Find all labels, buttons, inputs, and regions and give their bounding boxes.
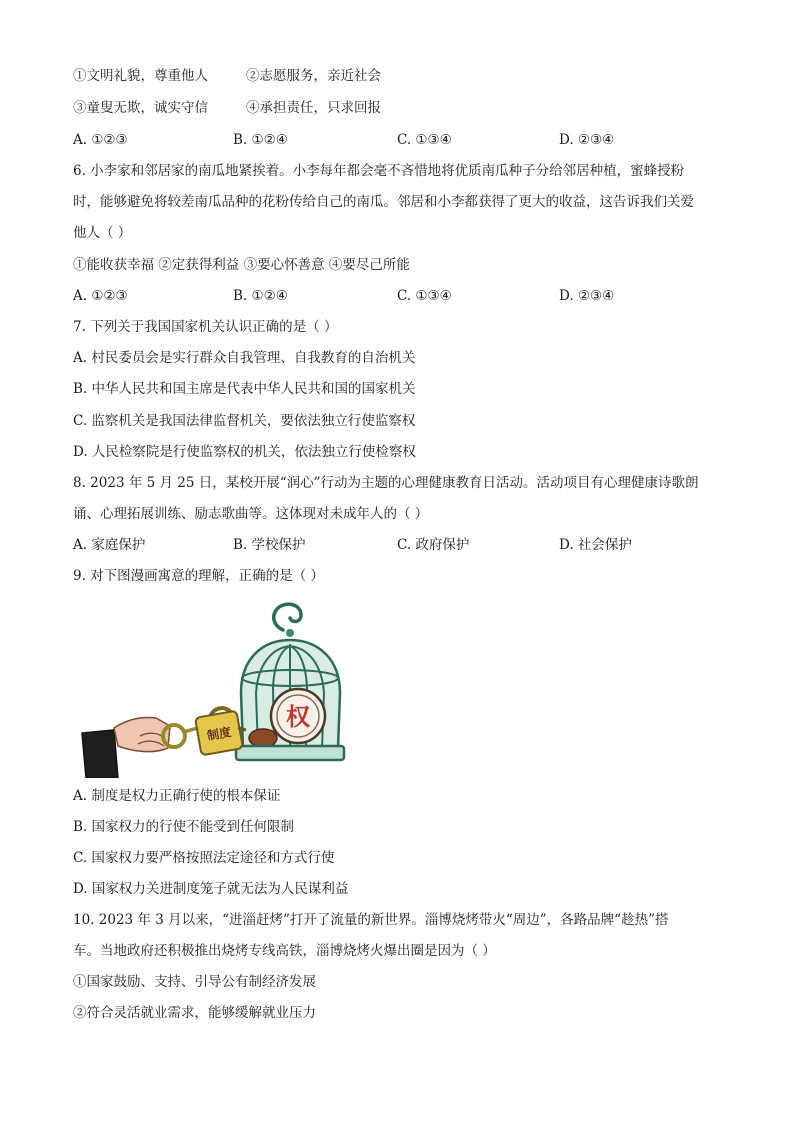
cartoon-inside-text: 权 xyxy=(286,702,310,731)
q8-stem-line-1: 8. 2023 年 5 月 25 日，某校开展“润心”行动为主题的心理健康教育日活动。活动项目有心理健康诗歌朗 xyxy=(73,475,699,491)
q8-choice-b: B. 学校保护 xyxy=(233,537,306,553)
q8-choice-c: C. 政府保护 xyxy=(397,537,470,553)
q9-choice-b: B. 国家权力的行使不能受到任何限制 xyxy=(73,819,295,835)
q10-stem-line-1: 10. 2023 年 3 月以来，“进淄赶烤”打开了流量的新世界。淄博烧烤带火“周边”，各路品牌“趁热”搭 xyxy=(73,912,669,928)
q5-choice-a: A. ①②③ xyxy=(73,132,128,148)
q9-stem: 9. 对下图漫画寓意的理解，正确的是（ ） xyxy=(73,568,324,584)
q5-item-1: ①文明礼貌，尊重他人 xyxy=(73,68,208,84)
q5-choice-c: C. ①③④ xyxy=(397,132,452,148)
q10-item-2: ②符合灵活就业需求，能够缓解就业压力 xyxy=(73,1005,316,1021)
q10-stem-line-2: 车。当地政府还积极推出烧烤专线高铁，淄博烧烤火爆出圈是因为（ ） xyxy=(73,943,496,959)
q9-choice-c: C. 国家权力要严格按照法定途径和方式行使 xyxy=(73,850,335,866)
q9-choice-d: D. 国家权力关进制度笼子就无法为人民谋利益 xyxy=(73,881,349,897)
q5-item-2: ②志愿服务，亲近社会 xyxy=(246,68,381,84)
q6-stem-line-1: 6. 小李家和邻居家的南瓜地紧挨着。小李每年都会毫不吝惜地将优质南瓜种子分给邻居种植，蜜蜂授粉 xyxy=(73,163,685,179)
q7-choice-b: B. 中华人民共和国主席是代表中华人民共和国的国家机关 xyxy=(73,381,416,397)
q6-choice-c: C. ①③④ xyxy=(397,288,452,304)
q5-item-3: ③童叟无欺，诚实守信 xyxy=(73,100,208,116)
q6-stem-line-2: 时，能够避免将较差南瓜品种的花粉传给自己的南瓜。邻居和小李都获得了更大的收益，这告诉我们关爱 xyxy=(73,194,694,210)
q6-choice-a: A. ①②③ xyxy=(73,288,128,304)
q5-choice-b: B. ①②④ xyxy=(233,132,288,148)
q6-items: ①能收获幸福 ②定获得利益 ③要心怀善意 ④要尽己所能 xyxy=(73,257,410,273)
q8-choice-d: D. 社会保护 xyxy=(559,537,632,553)
q8-choice-a: A. 家庭保护 xyxy=(73,537,146,553)
q7-choice-a: A. 村民委员会是实行群众自我管理、自我教育的自治机关 xyxy=(73,350,416,366)
q7-choice-d: D. 人民检察院是行使监察权的机关，依法独立行使检察权 xyxy=(73,444,416,460)
q9-choice-a: A. 制度是权力正确行使的根本保证 xyxy=(73,788,281,804)
q6-stem-line-3: 他人（ ） xyxy=(73,225,132,241)
q6-choice-d: D. ②③④ xyxy=(559,288,615,304)
q10-item-1: ①国家鼓励、支持、引导公有制经济发展 xyxy=(73,974,316,990)
q5-choice-d: D. ②③④ xyxy=(559,132,615,148)
q6-choice-b: B. ①②④ xyxy=(233,288,288,304)
cartoon-power-in-cage xyxy=(78,598,350,778)
q8-stem-line-2: 诵、心理拓展训练、励志歌曲等。这体现对未成年人的（ ） xyxy=(73,506,429,522)
padlock-text: 制度 xyxy=(206,725,233,743)
q5-item-4: ④承担责任，只求回报 xyxy=(246,100,381,116)
q7-choice-c: C. 监察机关是我国法律监督机关，要依法独立行使监察权 xyxy=(73,413,416,429)
q7-stem: 7. 下列关于我国国家机关认识正确的是（ ） xyxy=(73,319,338,335)
